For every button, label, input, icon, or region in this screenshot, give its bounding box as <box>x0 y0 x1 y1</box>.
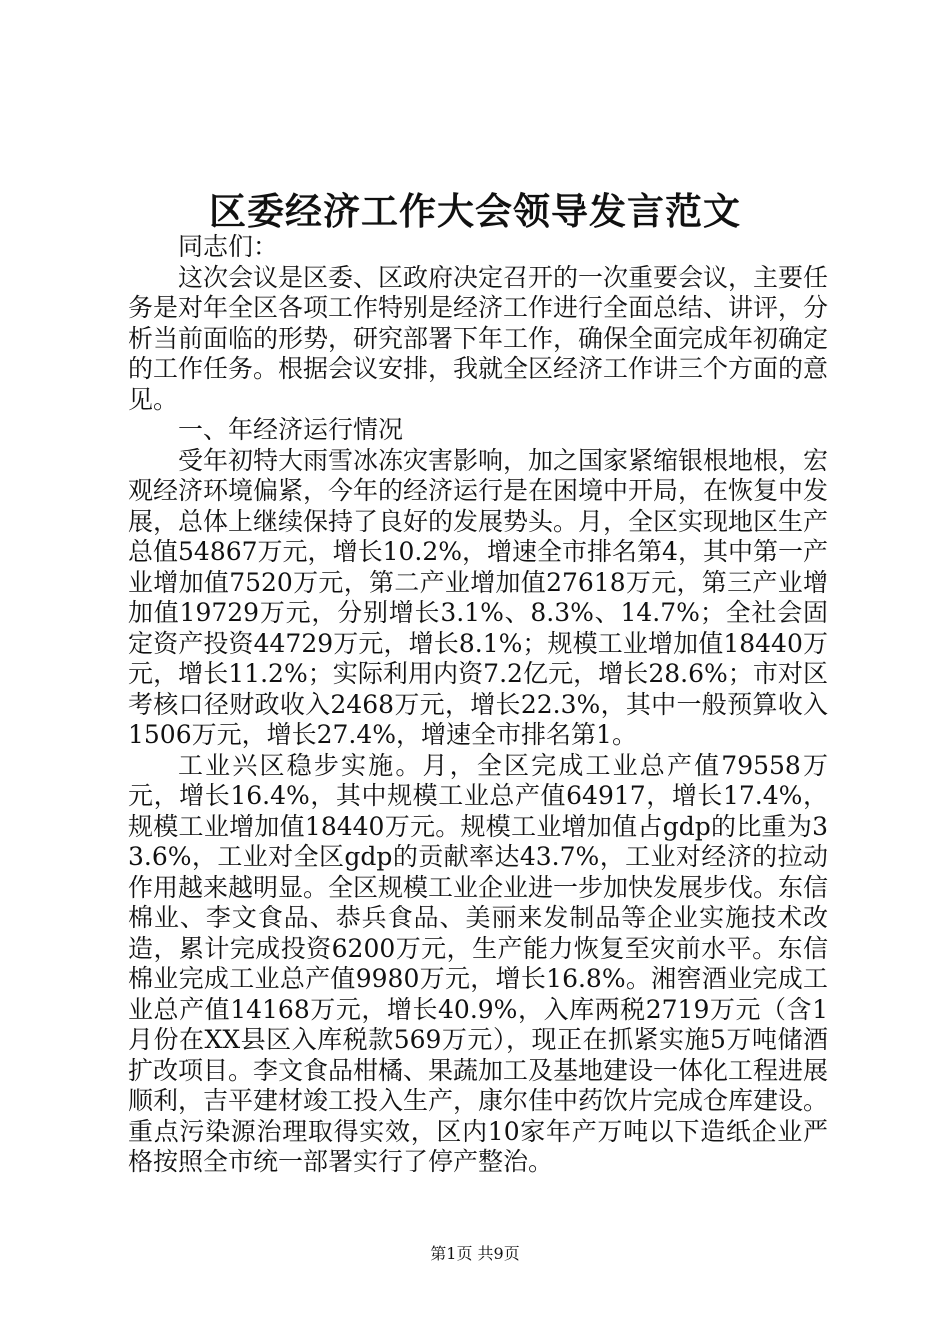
paragraph-industry: 工业兴区稳步实施。月，全区完成工业总产值79558万元，增长16.4%，其中规模工业总产值64917，增长17.4%，规模工业增加值18440万元。规模工业增加值占gdp的比重为33.6%，工业对全区gdp的贡献率达43.7%，工业对经济的拉动作用越来越明显。全区规模工业企业进一步加快发展步伐。东信棉业、李文食品、恭兵食品、美丽来发制品等企业实施技术改造，累计完成投资6200万元，生产能力恢复至灾前水平。东信棉业完成工业总产值9980万元，增长16.8%。湘窖酒业完成工业总产值14168万元，增长40.9%，入库两税2719万元（含1月份在XX县区入库税款569万元），现正在抓紧实施5万吨储酒扩改项目。李文食品柑橘、果蔬加工及基地建设一体化工程进展顺利，吉平建材竣工投入生产，康尔佳中药饮片完成仓库建设。重点污染源治理取得实效，区内10家年产万吨以下造纸企业严格按照全市统一部署实行了停产整治。 <box>128 750 829 1176</box>
paragraph-intro: 这次会议是区委、区政府决定召开的一次重要会议，主要任务是对年全区各项工作特别是经济工作进行全面总结、讲评，分析当前面临的形势，研究部署下年工作，确保全面完成年初确定的工作任务。根据会议安排，我就全区经济工作讲三个方面的意见。 <box>128 262 829 414</box>
document-body <box>128 232 828 1178</box>
document-title: 区委经济工作大会领导发言范文 <box>209 189 741 233</box>
paragraph-economy: 受年初特大雨雪冰冻灾害影响，加之国家紧缩银根地根，宏观经济环境偏紧，今年的经济运行是在困境中开局，在恢复中发展，总体上继续保持了良好的发展势头。月，全区实现地区生产总值54867万元，增长10.2%，增速全市排名第4，其中第一产业增加值7520万元，第二产业增加值27618万元，第三产业增加值19729万元，分别增长3.1%、8.3%、14.7%；全社会固定资产投资44729万元，增长8.1%；规模工业增加值18440万元，增长11.2%；实际利用内资7.2亿元，增长28.6%；市对区考核口径财政收入2468万元，增长22.3%，其中一般预算收入1506万元，增长27.4%，增速全市排名第1。 <box>128 445 829 749</box>
page-footer: 第1页 共9页 <box>430 1244 520 1263</box>
salutation: 同志们： <box>178 232 279 261</box>
section-heading: 一、年经济运行情况 <box>178 415 404 444</box>
